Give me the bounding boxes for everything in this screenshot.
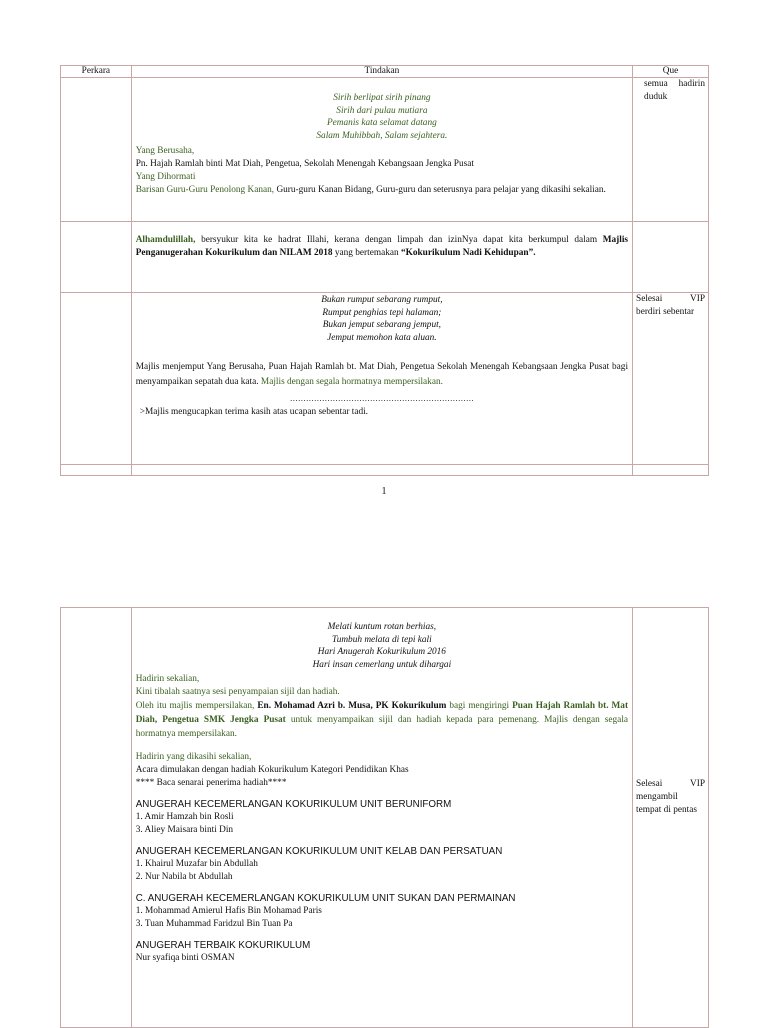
award-heading: ANUGERAH KECEMERLANGAN KOKURIKULUM UNIT KELAB DAN PERSATUAN <box>135 846 503 857</box>
header-perkara: Perkara <box>61 66 132 78</box>
cue-text: Selesai VIP berdiri sebentar <box>636 294 705 317</box>
page-number: 1 <box>381 486 387 497</box>
greeting-teachers: Barisan Guru-Guru Penolong Kanan, Guru-guru Kanan Bidang, Guru-guru dan seterusnya para pelajar yang dikasihi sekalian. <box>135 185 606 195</box>
cue-cell <box>633 293 709 465</box>
welcome-cell <box>131 78 632 222</box>
greeting-yd: Yang Dihormati <box>135 172 196 182</box>
welcome-poem: Sirih berlipat sirih pinang Sirih dari pulau mutiara Pemanis kata selamat datang Salam Muhibbah, Salam sejahtera. <box>316 93 448 141</box>
invitation-cell <box>131 293 632 465</box>
table-header-row <box>61 66 709 78</box>
award-heading: C. ANUGERAH KECEMERLANGAN KOKURIKULUM UNIT SUKAN DAN PERMAINAN <box>135 893 516 904</box>
table-row <box>61 608 709 1028</box>
greeting-yb: Yang Berusaha, <box>135 146 195 156</box>
table-row <box>61 222 709 293</box>
invitation-poem: Bukan rumput sebarang rumput, Rumput penghias tepi halaman; Bukan jemput sebarang jemput, Jemput memohon kata aluan. <box>321 295 443 343</box>
table-row <box>61 465 709 476</box>
header-que: Que <box>633 66 709 78</box>
divider-dots: …………………………………………………………… <box>289 394 474 403</box>
award-cell: Melati kuntum rotan berhias, Tumbuh melata di tepi kali Hari Anugerah Kokurikulum 2016 Hari insan cemerlang untuk dihargai Hadirin sekalian, Kini tibalah saatnya sesi penyampaian sijil dan hadiah. Oleh itu majlis mempersilakan, En. Mohamad Azri b. Musa, PK Kokurikulum bagi mengiringi Puan Hajah Ramlah bt. Mat Diah, Pengetua SMK Jengka Pusat untuk menyampaikan sijil dan hadiah kepada para pemenang. Majlis dengan segala hormatnya mempersilakan. Hadirin yang dikasihi sekalian, Acara dimulakan dengan hadiah Kokurikulum Kategori Pendidikan Khas **** Baca senarai penerima hadiah**** ANUGERAH KECEMERLANGAN KOKURIKULUM UNIT BERUNIFORM 1. Amir Hamzah bin Rosli 3. Aliey Maisara binti Din ANUGERAH KECEMERLANGAN KOKURIKULUM UNIT KELAB DAN PERSATUAN 1. Khairul Muzafar bin Abdullah 2. Nur Nabila bt Abdullah C. ANUGERAH KECEMERLANGAN KOKURIKULUM UNIT SUKAN DAN PERMAINAN 1. Mohammad Amierul Hafis Bin Mohamad Paris 3. Tuan Muhammad Faridzul Bin Tuan Pa ANUGERAH TERBAIK KOKURIKULUM Nur syafiqa binti OSMAN <box>131 608 632 1028</box>
agenda-table-page1 <box>60 65 709 476</box>
award-poem: Melati kuntum rotan berhias, Tumbuh melata di tepi kali Hari Anugerah Kokurikulum 2016 Hari insan cemerlang untuk dihargai <box>312 622 452 670</box>
thanks-text: >Majlis mengucapkan terima kasih atas ucapan sebentar tadi. <box>139 407 369 417</box>
award-winner: 3. Tuan Muhammad Faridzul Bin Tuan Pa <box>135 919 293 929</box>
cue-cell <box>633 78 709 222</box>
award-heading: ANUGERAH TERBAIK KOKURIKULUM <box>135 940 311 951</box>
award-winner: Nur syafiqa binti OSMAN <box>135 953 235 963</box>
cue-text: semua hadirin duduk <box>644 79 705 102</box>
agenda-table-page2 <box>60 607 709 1028</box>
greeting-principal: Pn. Hajah Ramlah binti Mat Diah, Pengetua, Sekolah Menengah Kebangsaan Jengka Pusat <box>135 159 474 169</box>
header-tindakan: Tindakan <box>131 66 632 78</box>
gratitude-cell: Alhamdulillah, bersyukur kita ke hadrat Illahi, kerana dengan limpah dan izinNya dapat kita berkumpul dalam Majlis Penganugerahan Kokurikulum dan NILAM 2018 yang bertemakan “Kokurikulum Nadi Kehidupan”. <box>131 222 632 293</box>
table-row <box>61 293 709 465</box>
invitation-text: Majlis menjemput Yang Berusaha, Puan Hajah Ramlah bt. Mat Diah, Pengetua Sekolah Menengah Kebangsaan Jengka Pusat bagi menyampaikan sepatah dua kata. Majlis dengan segala hormatnya mempersilakan. <box>135 362 629 387</box>
table-row <box>61 78 709 222</box>
cue-text: Selesai VIP mengambil tempat di pentas <box>636 779 705 815</box>
award-winner: 1. Mohammad Amierul Hafis Bin Mohamad Paris <box>135 906 322 916</box>
cue-cell <box>633 608 709 1028</box>
award-winner: 1. Khairul Muzafar bin Abdullah <box>135 859 258 869</box>
award-winner: 2. Nur Nabila bt Abdullah <box>135 872 233 882</box>
award-heading: ANUGERAH KECEMERLANGAN KOKURIKULUM UNIT BERUNIFORM <box>135 799 452 810</box>
award-winner: 1. Amir Hamzah bin Rosli <box>135 812 234 822</box>
award-winner: 3. Aliey Maisara binti Din <box>135 825 234 835</box>
award-invite: Oleh itu majlis mempersilakan, En. Mohamad Azri b. Musa, PK Kokurikulum bagi mengiringi Puan Hajah Ramlah bt. Mat Diah, Pengetua SMK Jengka Pusat untuk menyampaikan sijil dan hadiah kepada para pemenang. Majlis dengan segala hormatnya mempersilakan. <box>135 701 629 739</box>
